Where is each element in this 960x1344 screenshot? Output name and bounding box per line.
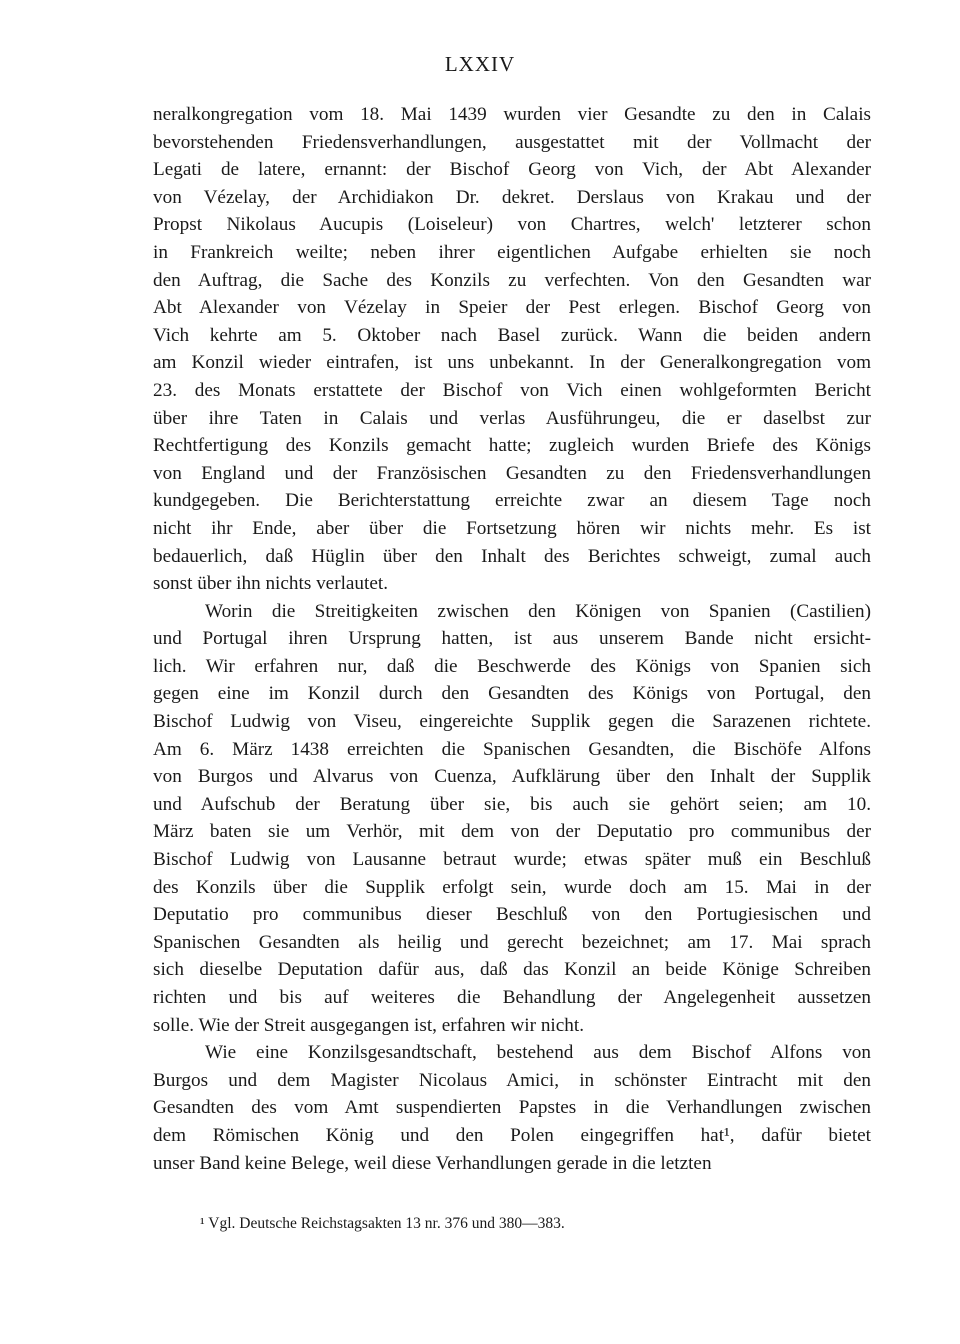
footnote-text: Vgl. Deutsche Reichstagsakten 13 nr. 376 und 380—383.	[208, 1215, 565, 1232]
text-line: Bischof Ludwig von Lausanne betraut wurde; etwas später muß ein Beschluß	[153, 849, 871, 871]
text-line: über ihre Taten in Calais und verlas Ausführungeu, die er daselbst zur	[153, 407, 871, 429]
text-line: Spanischen Gesandten als heilig und gerecht bezeichnet; am 17. Mai sprach	[153, 931, 871, 953]
text-line: Am 6. März 1438 erreichten die Spanischen Gesandten, die Bischöfe Alfons	[153, 738, 871, 760]
text-line: Abt Alexander von Vézelay in Speier der Pest erlegen. Bischof Georg von	[153, 297, 871, 319]
text-line: von Burgos und Alvarus von Cuenza, Aufklärung über den Inhalt der Supplik	[153, 766, 871, 788]
text-line: Deputatio pro communibus dieser Beschluß von den Portugiesischen und	[153, 904, 871, 926]
text-line: von Vézelay, der Archidiakon Dr. dekret. Derslaus von Krakau und der	[153, 186, 871, 208]
text-line: in Frankreich weilte; neben ihrer eigentlichen Aufgabe erhielten sie noch	[153, 241, 871, 263]
text-line: bevorstehenden Friedensverhandlungen, ausgestattet mit der Vollmacht der	[153, 131, 871, 153]
text-line: Legati de latere, ernannt: der Bischof Georg von Vich, der Abt Alexander	[153, 159, 871, 181]
text-line: Gesandten des vom Amt suspendierten Papstes in die Verhandlungen zwischen	[153, 1097, 871, 1119]
text-line: 23. des Monats erstattete der Bischof von Vich einen wohlgeformten Bericht	[153, 379, 871, 401]
text-line: kundgegeben. Die Berichterstattung erreichte zwar an diesem Tage noch	[153, 490, 871, 512]
text-line: unser Band keine Belege, weil diese Verhandlungen gerade in die letzten	[153, 1152, 712, 1174]
text-line: Bischof Ludwig von Viseu, eingereichte Supplik gegen die Sarazenen richtete.	[153, 711, 871, 733]
text-line: am Konzil wieder eintrafen, ist uns unbekannt. In der Generalkongregation vom	[153, 352, 871, 374]
page-number: LXXIV	[444, 52, 516, 76]
text-line: neralkongregation vom 18. Mai 1439 wurden vier Gesandte zu den in Calais	[153, 104, 871, 125]
text-line: von England und der Französischen Gesandten zu den Friedensverhandlungen	[153, 462, 871, 484]
text-line: März baten sie um Verhör, mit dem von der Deputatio pro communibus der	[153, 821, 871, 843]
text-line: Vich kehrte am 5. Oktober nach Basel zurück. Wann die beiden andern	[153, 324, 871, 346]
text-line: Propst Nikolaus Aucupis (Loiseleur) von Chartres, welch' letzterer schon	[153, 214, 871, 236]
text-line: Wie eine Konzilsgesandtschaft, bestehend aus dem Bischof Alfons von	[205, 1042, 871, 1064]
text-line: und Aufschub der Beratung über sie, bis auch sie gehört seien; am 10.	[153, 793, 871, 815]
text-line: Burgos und dem Magister Nicolaus Amici, in schönster Eintracht mit den	[153, 1069, 871, 1091]
text-line: nicht ihr Ende, aber über die Fortsetzung hören wir nichts mehr. Es ist	[153, 517, 871, 539]
text-line: bedauerlich, daß Hüglin über den Inhalt des Berichtes schweigt, zumal auch	[153, 545, 871, 567]
text-line: Rechtfertigung des Konzils gemacht hatte; zugleich wurden Briefe des Königs	[153, 435, 871, 457]
text-line: Worin die Streitigkeiten zwischen den Königen von Spanien (Castilien)	[205, 600, 871, 622]
paragraph	[153, 598, 871, 1040]
text-line: solle. Wie der Streit ausgegangen ist, erfahren wir nicht.	[153, 1014, 584, 1036]
text-line: sonst über ihn nichts verlautet.	[153, 573, 389, 595]
text-line: richten und bis auf weiteres die Behandlung der Angelegenheit aussetzen	[153, 987, 871, 1008]
footnote	[200, 1214, 820, 1234]
text-line: und Portugal ihren Ursprung hatten, ist aus unserem Bande nicht ersicht-	[153, 628, 871, 650]
text-line: lich. Wir erfahren nur, daß die Beschwerde des Königs von Spanien sich	[153, 655, 871, 677]
paragraph	[153, 1039, 871, 1177]
body-text	[153, 101, 871, 1177]
paragraph	[153, 101, 871, 598]
footnote-marker: ¹	[200, 1215, 205, 1232]
text-line: den Auftrag, die Sache des Konzils zu verfechten. Von den Gesandten war	[153, 269, 871, 291]
text-line: des Konzils über die Supplik erfolgt sein, wurde doch am 15. Mai in der	[153, 876, 871, 898]
text-line: gegen eine im Konzil durch den Gesandten des Königs von Portugal, den	[153, 683, 871, 705]
text-line: dem Römischen König und den Polen eingegriffen hat¹, dafür bietet	[153, 1124, 871, 1146]
text-line: sich dieselbe Deputation dafür aus, daß das Konzil an beide Könige Schreiben	[153, 959, 871, 981]
